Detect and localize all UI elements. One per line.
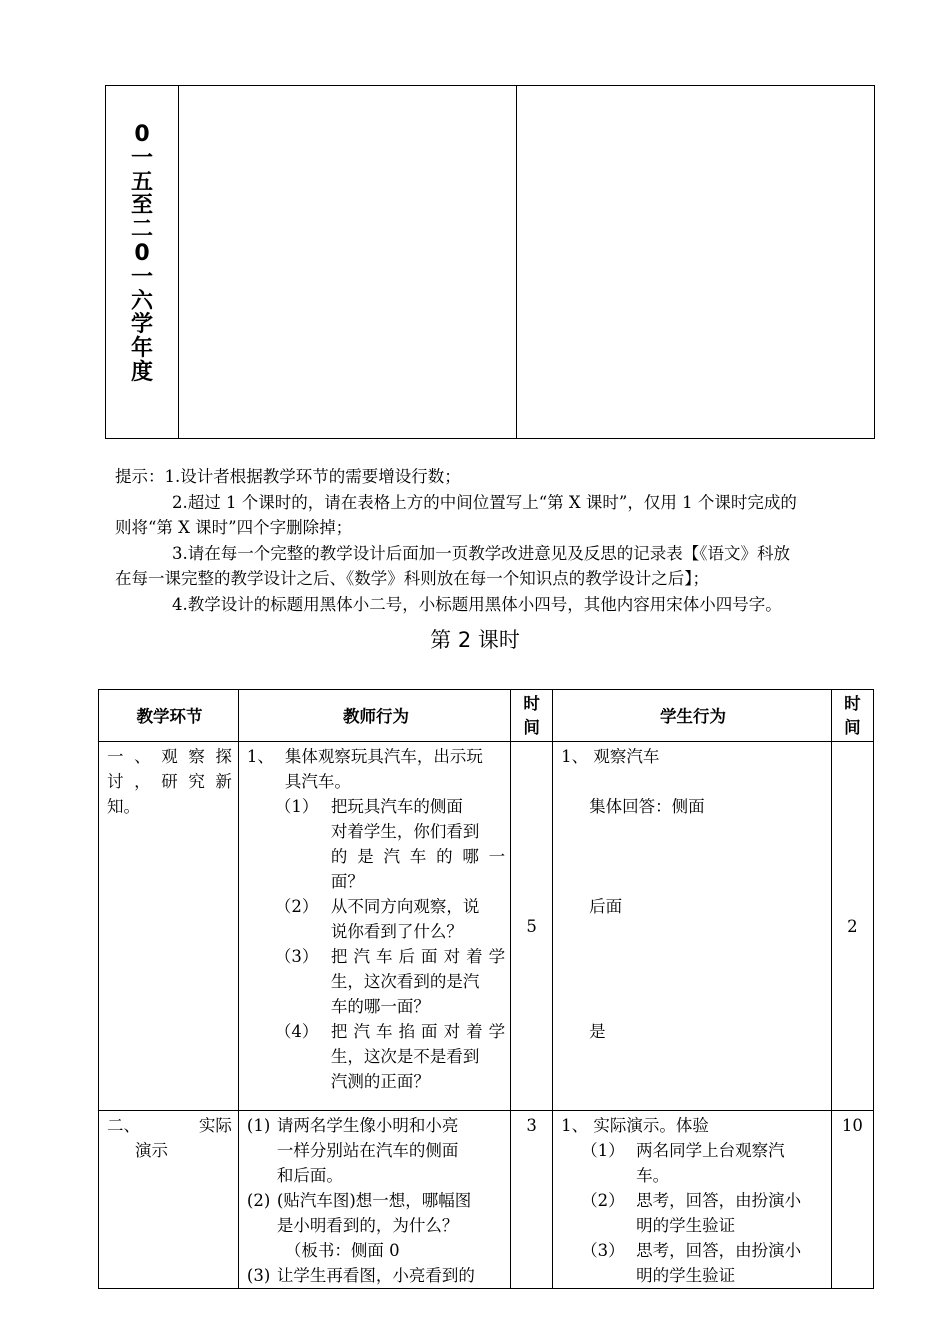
list-item: [561, 1238, 825, 1288]
item-text: [331, 944, 505, 1019]
empty-cell-right: [517, 86, 875, 439]
item-text: [277, 1188, 505, 1263]
list-item: [561, 1188, 825, 1238]
header-time-char: 时: [523, 693, 540, 713]
time-cell: 3: [511, 1111, 553, 1289]
list-item: [247, 794, 505, 894]
list-item: [247, 944, 505, 1019]
list-item: [561, 1138, 825, 1188]
hints-block: [115, 464, 895, 617]
item-number: (3): [246, 1266, 271, 1285]
vertical-char: 五: [130, 169, 153, 195]
item-number: (1): [246, 1116, 271, 1135]
table-row: [99, 1111, 874, 1289]
item-number: （2）: [274, 897, 319, 916]
item-line: 车。: [636, 1166, 670, 1185]
vertical-char: 一: [130, 145, 153, 171]
item-line: 把汽车后面对着学: [330, 947, 506, 966]
table-header-row: [99, 690, 874, 742]
item-text: [285, 744, 505, 794]
list-item: [247, 1019, 505, 1094]
item-text: [277, 1113, 505, 1188]
teacher-cell: [238, 742, 510, 1111]
step-text: 知。: [107, 797, 140, 816]
header-student: 学生行为: [553, 690, 832, 742]
student-line: 后面: [589, 897, 623, 916]
item-line: 一样分别站在汽车的侧面: [276, 1141, 459, 1160]
item-line: 和后面。: [276, 1166, 343, 1185]
item-text: [636, 1238, 825, 1288]
item-line: 思考，回答，由扮演小: [636, 1241, 802, 1260]
item-line: (贴汽车图)想一想，哪幅图: [276, 1191, 472, 1210]
hint-line: 3.请在每一个完整的教学设计后面加一页教学改进意见及反思的记录表【《语文》科放: [172, 543, 790, 563]
vertical-char: 0: [134, 240, 150, 266]
top-table: [105, 85, 875, 439]
header-time1: [511, 690, 553, 742]
student-line: 1、 实际演示。体验: [561, 1116, 709, 1135]
item-line: 明的学生验证: [636, 1216, 736, 1235]
step-text: 演示: [135, 1141, 168, 1160]
vertical-char: 二: [130, 217, 153, 243]
item-line: 是小明看到的，为什么？: [276, 1216, 459, 1235]
step-text: 一、观察探: [107, 747, 232, 766]
item-line: 对着学生，你们看到: [330, 822, 480, 841]
list-item: [247, 894, 505, 944]
student-line: 集体回答：侧面: [589, 797, 705, 816]
item-line: 汽测的正面？: [330, 1072, 430, 1091]
vertical-year-cell: [106, 86, 179, 439]
item-line: 从不同方向观察，说: [330, 897, 480, 916]
item-text: [636, 1188, 825, 1238]
step-cell: [99, 742, 239, 1111]
lesson-title: 第 2 课时: [430, 628, 520, 652]
item-line: 说你看到了什么？: [330, 922, 463, 941]
header-step: 教学环节: [99, 690, 239, 742]
item-number: （3）: [581, 1241, 625, 1260]
item-line: （板书：侧面 0: [284, 1241, 400, 1260]
vertical-year-text: [106, 86, 178, 385]
time-cell: 10: [831, 1111, 873, 1289]
vertical-char: 六: [130, 288, 153, 314]
step-cell: [99, 1111, 239, 1289]
item-line: 面？: [330, 872, 364, 891]
vertical-char: 年: [130, 336, 153, 362]
hint-line: 4.教学设计的标题用黑体小二号，小标题用黑体小四号，其他内容用宋体小四号字。: [172, 594, 782, 614]
list-item: [247, 1188, 505, 1263]
item-text: [331, 1019, 505, 1094]
table-row: [99, 742, 874, 1111]
student-cell: [553, 1111, 832, 1289]
student-cell: [553, 742, 832, 1111]
vertical-char: 度: [130, 359, 153, 385]
item-text: 让学生再看图，小亮看到的: [276, 1266, 475, 1285]
item-line: 思考，回答，由扮演小: [636, 1191, 802, 1210]
item-line: 的是汽车的哪一: [330, 847, 506, 866]
item-line: 把玩具汽车的侧面: [330, 797, 463, 816]
header-time2: [831, 690, 873, 742]
item-line: 请两名学生像小明和小亮: [276, 1116, 459, 1135]
empty-cell-middle: [179, 86, 517, 439]
list-item: [247, 1113, 505, 1188]
item-text: [331, 894, 505, 944]
step-text: 二、: [107, 1116, 140, 1135]
vertical-char: 0: [134, 122, 150, 147]
lesson-table: [98, 689, 874, 1289]
item-line: 生，这次看到的是汽: [330, 972, 480, 991]
vertical-char: 至: [130, 193, 153, 219]
time-cell: 2: [831, 742, 873, 1111]
item-line: 两名同学上台观察汽: [636, 1141, 785, 1160]
item-number: （2）: [581, 1191, 625, 1210]
vertical-char: 一: [130, 264, 153, 290]
student-line: 1、 观察汽车: [561, 747, 660, 766]
item-line: 把汽车掐面对着学: [330, 1022, 506, 1041]
item-line: 生，这次是不是看到: [330, 1047, 480, 1066]
step-text-line: [107, 1113, 232, 1138]
header-time-char: 间: [844, 717, 861, 737]
item-line: 集体观察玩具汽车，出示玩: [284, 747, 483, 766]
item-number: 1、: [246, 747, 274, 766]
header-teacher: 教师行为: [238, 690, 510, 742]
item-number: （1）: [274, 797, 319, 816]
time-cell: 5: [511, 742, 553, 1111]
item-text: [636, 1138, 825, 1188]
item-number: （4）: [274, 1022, 319, 1041]
vertical-char: 学: [130, 312, 153, 338]
hint-line: 2.超过 1 个课时的，请在表格上方的中间位置写上“第 X 课时”，仅用 1 个课时完成的: [172, 492, 797, 512]
list-item: [247, 1263, 505, 1288]
item-number: （1）: [581, 1141, 625, 1160]
header-time-char: 时: [844, 693, 861, 713]
student-line: 是: [589, 1022, 606, 1041]
list-item: [247, 744, 505, 794]
item-number: （3）: [274, 947, 319, 966]
item-line: 车的哪一面？: [330, 997, 430, 1016]
header-time-char: 间: [523, 717, 540, 737]
hint-line: 在每一课完整的教学设计之后、《数学》科则放在每一个知识点的教学设计之后】；: [115, 569, 709, 588]
item-text: [331, 794, 505, 894]
item-line: 明的学生验证: [636, 1266, 736, 1285]
item-number: (2): [246, 1191, 271, 1210]
step-text: 实际: [198, 1116, 232, 1135]
hint-line: 则将“第 X 课时”四个字删除掉；: [115, 518, 353, 537]
item-line: 具汽车。: [284, 772, 351, 791]
hint-line: 提示：1.设计者根据教学环节的需要增设行数；: [115, 467, 461, 486]
teacher-cell: [238, 1111, 510, 1289]
step-text: 讨，研究新: [107, 772, 232, 791]
